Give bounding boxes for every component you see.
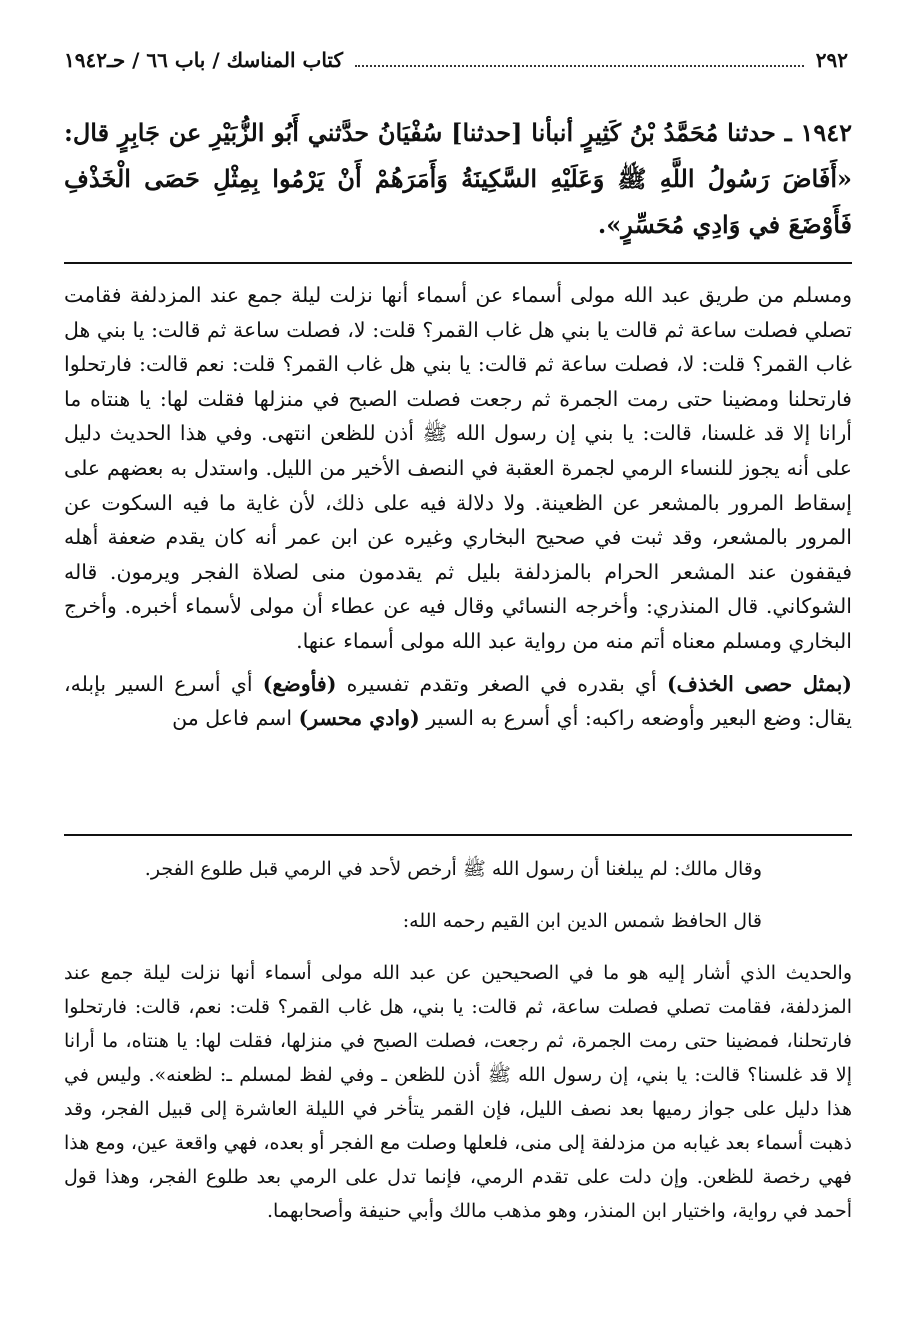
- page-number: ٢٩٢: [815, 48, 848, 72]
- commentary: [64, 278, 852, 736]
- header-dotted-leader: [355, 53, 804, 67]
- footnote-ibn-qayyim-intro: قال الحافظ شمس الدين ابن القيم رحمه الله:: [402, 910, 762, 932]
- divider-top: [64, 262, 852, 264]
- footnotes: [64, 852, 852, 1228]
- divider-middle: [64, 834, 852, 836]
- commentary-paragraph: ومسلم من طريق عبد الله مولى أسماء عن أسماء أنها نزلت ليلة جمع عند المزدلفة فقامت تصلي فصلت ساعة ثم قالت يا بني هل غاب القمر؟ قلت: لا، فصلت ساعة ثم قالت: يا بني هل غاب القمر؟ قلت: لا، فصلت ساعة ثم قالت: يا بني هل غاب القمر؟ قلت: نعم قالت: فارتحلوا فارتحلنا ومضينا حتى رمت الجمرة ثم رجعت فصلت الصبح في منزلها فقلت لها: يا هنتاه ما أرانا إلا قد غلسنا، قالت: يا بني إن رسول الله ﷺ أذن للظعن انتهى. وفي هذا الحديث دليل على أنه يجوز للنساء الرمي لجمرة العقبة في النصف الأخير من الليل. واستدل به بعضهم على إسقاط المرور بالمشعر عن الظعينة. ولا دلالة فيه على ذلك، لأن غاية ما فيه السكوت عن المرور بالمشعر، وقد ثبت في صحيح البخاري وغيره عن ابن عمر أنه كان يقدم ضعفة أهله فيقفون عند المشعر الحرام بالمزدلفة بليل ثم يقدمون منى لصلاة الفجر ويرمون. قاله الشوكاني. قال المنذري: وأخرجه النسائي وقال فيه عن عطاء أن مولى لأسماء أخبره. وأخرج البخاري ومسلم معناه أتم منه من رواية عبد الله مولى أسماء عنها.: [64, 283, 852, 653]
- hadith-number: ١٩٤٢: [800, 118, 852, 147]
- gloss-text: أي بقدره في الصغر وتقدم تفسيره: [336, 671, 667, 696]
- gloss-keyword: (فأوضع): [262, 671, 337, 696]
- footnote-ibn-qayyim-text: والحديث الذي أشار إليه هو ما في الصحيحين عن عبد الله مولى أسماء أنها نزلت ليلة جمع عند المزدلفة، فقامت تصلي فصلت ساعة، ثم قالت: يا بني، هل غاب القمر؟ قلت: نعم، قالت: فارتحلوا فارتحلنا، فمضينا حتى رمت الجمرة، ثم رجعت، فصلت الصبح في منزلها، فقلت لها: يا هنتاه، ما أرانا إلا قد غلسنا؟ قالت: يا بني، إن رسول الله ﷺ أذن للظعن ـ وفي لفظ لمسلم ـ: لظعنه». وليس في هذا دليل على جواز رميها بعد نصف الليل، فإن القمر يتأخر في الليلة العاشرة إلى قبيل الفجر، وقد ذهبت أسماء بعد غيابه من مزدلفة إلى منى، فلعلها وصلت مع الفجر أو بعده، فهي واقعة عين، ومع هذا فهي رخصة للظعن. وإن دلت على تقدم الرمي، فإنما تدل على الرمي بعد طلوع الفجر، وهذا قول أحمد في رواية، واختيار ابن المنذر، وهو مذهب مالك وأبي حنيفة وأصحابهما.: [64, 962, 852, 1222]
- hadith-text: [64, 110, 852, 248]
- gloss-text: اسم فاعل من: [172, 706, 299, 731]
- page-header: [64, 44, 848, 76]
- commentary-paragraph-glosses: [64, 667, 852, 736]
- running-title: كتاب المناسك / باب ٦٦ / حـ١٩٤٢: [64, 48, 343, 72]
- gloss-text: أي أسرع السير بإبله، يقال: وضع البعير وأوضعه راكبه: أي أسرع به السير: [64, 671, 852, 731]
- gloss-keyword: (بمثل حصى الخذف): [666, 671, 852, 696]
- hadith-body: ـ حدثنا مُحَمَّدُ بْنُ كَثِيرٍ أنبأنا [حدثنا] سُفْيَانُ حدَّثني أَبُو الزُّبَيْرِ عن جَابِرٍ قال: «أَفَاضَ رَسُولُ اللَّهِ ﷺ وَعَلَيْهِ السَّكِينَةُ وَأَمَرَهُمْ أَنْ يَرْمُوا بِمِثْلِ حَصَى الْخَذْفِ فَأَوْضَعَ في وَادِي مُحَسِّرٍ».: [64, 118, 852, 239]
- gloss-keyword: (وادي محسر): [298, 706, 420, 731]
- footnote-malik: وقال مالك: لم يبلغنا أن رسول الله ﷺ أرخص لأحد في الرمي قبل طلوع الفجر.: [144, 858, 762, 880]
